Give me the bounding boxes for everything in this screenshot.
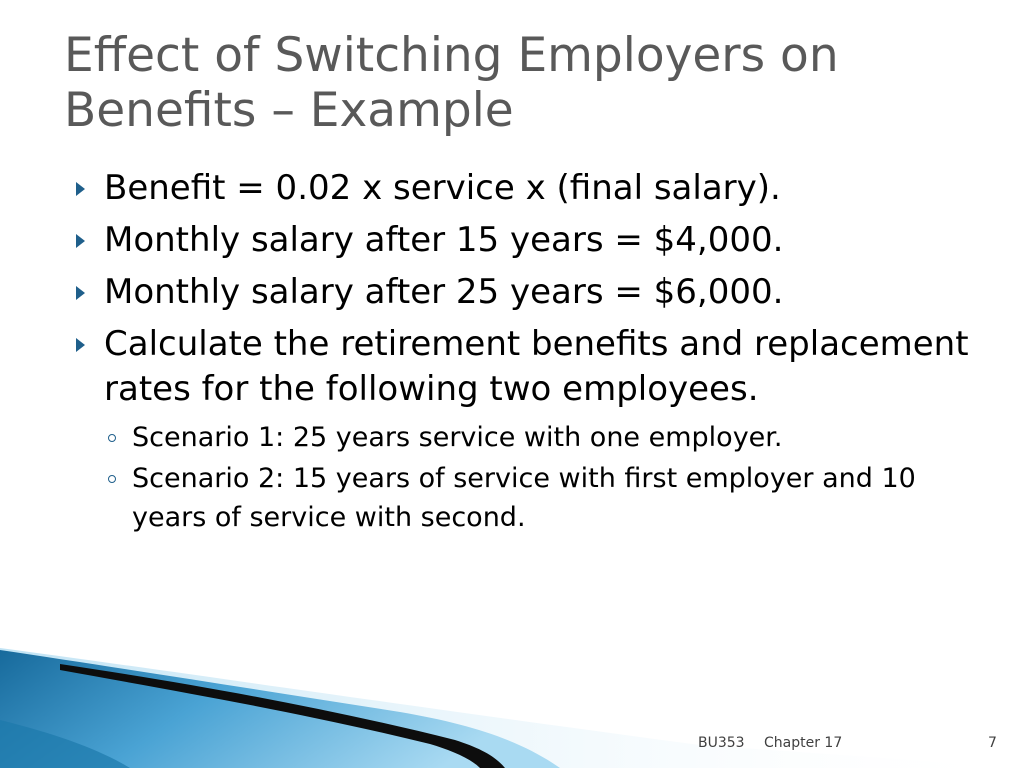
footer-chapter: Chapter 17 — [764, 735, 843, 751]
sub-bullet-text: Scenario 2: 15 years of service with first employer and 10 years of service with second. — [132, 463, 916, 533]
bullet-text: Benefit = 0.02 x service x (final salary). — [104, 168, 781, 208]
footer-page-number: 7 — [988, 735, 997, 751]
footer-course: BU353 — [698, 735, 745, 751]
sub-bullet-item — [104, 418, 976, 457]
bullet-item — [76, 270, 976, 315]
triangle-bullet-icon — [76, 286, 85, 300]
triangle-bullet-icon — [76, 234, 85, 248]
sub-bullet-item — [104, 459, 976, 537]
ring-bullet-icon — [108, 434, 116, 442]
sub-bullet-text: Scenario 1: 25 years service with one employer. — [132, 422, 783, 453]
triangle-bullet-icon — [76, 182, 85, 196]
bullet-item — [76, 322, 976, 537]
sub-bullet-list — [104, 418, 976, 537]
ring-bullet-icon — [108, 475, 116, 483]
bullet-item — [76, 166, 976, 211]
bullet-text: Monthly salary after 15 years = $4,000. — [104, 220, 784, 260]
bullet-text: Monthly salary after 25 years = $6,000. — [104, 272, 784, 312]
triangle-bullet-icon — [76, 338, 85, 352]
bullet-item — [76, 218, 976, 263]
slide-title: Effect of Switching Employers on Benefits – Example — [64, 28, 839, 138]
bullet-text: Calculate the retirement benefits and replacement rates for the following two employees. — [104, 324, 969, 409]
bullet-list — [76, 166, 976, 544]
